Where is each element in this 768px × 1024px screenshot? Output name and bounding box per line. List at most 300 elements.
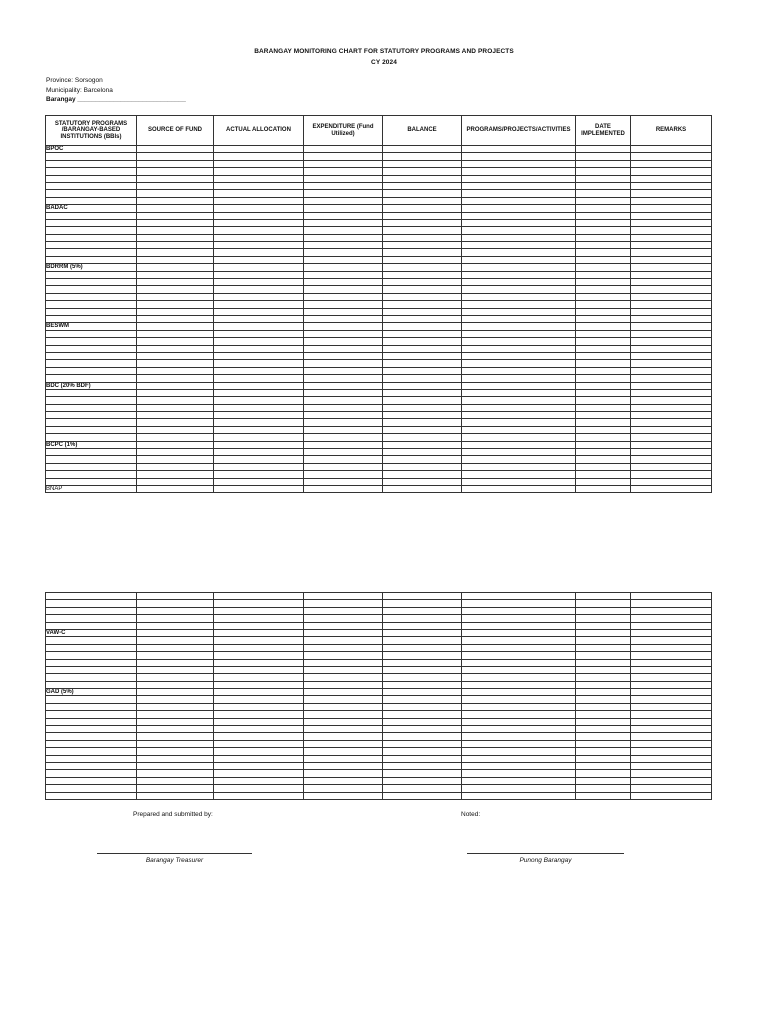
table-cell [214,146,304,153]
prepared-by-label: Prepared and submitted by: [133,811,213,818]
table-cell [304,242,383,249]
table-cell [383,426,462,433]
table-cell [631,375,712,382]
table-cell [383,711,462,718]
table-cell [304,471,383,478]
table-cell [137,153,214,160]
table-cell [462,622,576,629]
barangay-label: Barangay ______________________________ [46,96,186,103]
table-cell [576,168,631,175]
table-row [46,703,712,710]
table-cell [214,629,304,636]
table-row [46,404,712,411]
table-cell [137,345,214,352]
table-cell [137,227,214,234]
table-cell [631,740,712,747]
table-cell [576,404,631,411]
table-row [46,755,712,762]
table-cell [304,622,383,629]
table-cell [46,345,137,352]
table-cell [462,674,576,681]
table-cell [304,607,383,614]
table-cell [462,182,576,189]
table-cell [304,256,383,263]
table-cell [214,264,304,271]
table-cell [137,234,214,241]
table-cell [631,748,712,755]
table-cell [137,205,214,212]
table-cell [137,264,214,271]
table-row [46,681,712,688]
table-cell [462,726,576,733]
table-cell [137,777,214,784]
table-cell [383,227,462,234]
table-cell [462,286,576,293]
table-cell [383,666,462,673]
table-row [46,293,712,300]
table-cell [576,593,631,600]
table-cell [304,726,383,733]
table-cell [214,404,304,411]
table-row [46,227,712,234]
table-cell [631,463,712,470]
table-row [46,412,712,419]
table-cell [304,146,383,153]
table-cell [304,205,383,212]
table-cell [383,146,462,153]
table-cell [137,279,214,286]
table-cell [214,205,304,212]
table-cell [576,607,631,614]
table-cell [383,456,462,463]
table-cell [137,629,214,636]
table-cell [137,748,214,755]
table-cell [214,249,304,256]
table-row [46,190,712,197]
table-cell [46,219,137,226]
table-cell [214,644,304,651]
table-cell [383,726,462,733]
table-cell [462,205,576,212]
table-header-row [46,116,712,146]
table-cell [383,441,462,448]
table-cell [383,242,462,249]
table-cell [137,182,214,189]
treasurer-signature-line [97,853,252,854]
table-cell [576,264,631,271]
table-cell [383,652,462,659]
table-cell [214,293,304,300]
table-cell [46,279,137,286]
table-cell [576,308,631,315]
table-cell [631,412,712,419]
table-cell [631,659,712,666]
table-cell [631,168,712,175]
column-header-date-implemented: DATE IMPLEMENTED [576,116,631,146]
table-row [46,168,712,175]
table-row [46,382,712,389]
table-row [46,485,712,492]
table-cell [576,279,631,286]
table-cell [304,286,383,293]
table-cell [383,308,462,315]
table-cell [46,404,137,411]
table-cell [383,190,462,197]
table-cell [576,456,631,463]
table-cell [383,593,462,600]
table-cell [304,762,383,769]
table-row [46,456,712,463]
table-cell [576,674,631,681]
table-cell [46,212,137,219]
table-row [46,644,712,651]
table-cell [137,190,214,197]
table-cell [304,345,383,352]
table-cell [462,607,576,614]
table-row [46,323,712,330]
table-cell [383,659,462,666]
table-cell [214,212,304,219]
treasurer-role-label: Barangay Treasurer [145,857,204,864]
table-cell [137,652,214,659]
table-cell [137,449,214,456]
table-cell [631,315,712,322]
table-cell [46,190,137,197]
table-cell [631,607,712,614]
table-cell [631,345,712,352]
table-cell [631,301,712,308]
table-cell [576,160,631,167]
table-cell [137,622,214,629]
table-cell [137,382,214,389]
table-row [46,249,712,256]
table-cell [576,726,631,733]
table-cell [46,197,137,204]
table-cell [383,182,462,189]
table-row [46,153,712,160]
table-row [46,777,712,784]
table-cell [46,703,137,710]
table-cell [631,593,712,600]
table-cell [383,219,462,226]
table-cell [576,718,631,725]
table-cell [304,666,383,673]
table-cell [46,478,137,485]
table-cell [462,190,576,197]
table-cell [304,696,383,703]
table-cell [576,485,631,492]
table-row [46,345,712,352]
table-cell [214,389,304,396]
table-cell [304,681,383,688]
table-cell [631,711,712,718]
table-cell [304,792,383,799]
table-cell [137,463,214,470]
table-cell [214,219,304,226]
table-cell [383,352,462,359]
table-cell [46,338,137,345]
table-cell [631,666,712,673]
table-cell [462,696,576,703]
table-cell [46,389,137,396]
table-cell [46,271,137,278]
table-cell [214,593,304,600]
table-cell [462,740,576,747]
table-cell [304,367,383,374]
table-cell [462,168,576,175]
table-cell [214,652,304,659]
table-cell [137,659,214,666]
table-cell [631,271,712,278]
table-cell [631,426,712,433]
table-cell [631,770,712,777]
table-cell [462,160,576,167]
table-cell [46,637,137,644]
table-cell [631,762,712,769]
table-cell [137,674,214,681]
table-cell [631,689,712,696]
table-cell [383,770,462,777]
table-cell [576,323,631,330]
table-cell [462,777,576,784]
table-cell [214,755,304,762]
table-cell [137,412,214,419]
table-cell [214,659,304,666]
table-cell [46,696,137,703]
table-cell [576,644,631,651]
table-cell [383,792,462,799]
table-cell [462,485,576,492]
table-cell [137,762,214,769]
table-cell [46,419,137,426]
table-cell [46,360,137,367]
table-cell [46,308,137,315]
table-cell [137,426,214,433]
table-cell [576,352,631,359]
table-cell [137,733,214,740]
table-cell [383,404,462,411]
table-cell [462,404,576,411]
table-row [46,652,712,659]
table-cell [383,629,462,636]
table-cell [46,733,137,740]
table-cell [214,412,304,419]
table-cell [46,622,137,629]
table-cell [137,666,214,673]
table-cell [137,471,214,478]
table-cell [462,762,576,769]
table-cell [304,271,383,278]
table-cell [462,600,576,607]
table-cell [137,375,214,382]
table-cell [383,689,462,696]
table-cell [214,160,304,167]
column-header-source-of-fund: SOURCE OF FUND [137,116,214,146]
table-cell [46,286,137,293]
table-cell [631,308,712,315]
table-cell [631,382,712,389]
table-cell [383,330,462,337]
table-cell [214,168,304,175]
table-cell [383,622,462,629]
table-cell [462,755,576,762]
table-cell [631,397,712,404]
table-cell [46,434,137,441]
table-cell [46,456,137,463]
table-cell [383,286,462,293]
table-cell [137,441,214,448]
table-cell [383,485,462,492]
table-cell [576,762,631,769]
table-cell [214,375,304,382]
table-cell [137,740,214,747]
table-cell [214,696,304,703]
table-cell [631,286,712,293]
table-cell [137,315,214,322]
table-cell [631,733,712,740]
table-cell [576,227,631,234]
table-cell [46,301,137,308]
table-cell [383,338,462,345]
table-cell [214,330,304,337]
table-cell [631,153,712,160]
table-cell [137,397,214,404]
table-cell [576,755,631,762]
table-cell [46,168,137,175]
table-cell [631,227,712,234]
table-cell [631,249,712,256]
table-cell [304,293,383,300]
table-cell [304,315,383,322]
column-header-balance: BALANCE [383,116,462,146]
table-cell [631,726,712,733]
table-cell [214,733,304,740]
table-cell [304,785,383,792]
table-cell [46,644,137,651]
table-cell [462,748,576,755]
table-cell [214,718,304,725]
table-cell [631,367,712,374]
table-cell [576,629,631,636]
table-cell [631,219,712,226]
table-cell [462,227,576,234]
table-cell [46,367,137,374]
table-cell [631,212,712,219]
table-cell [304,412,383,419]
table-cell [304,175,383,182]
table-cell [304,249,383,256]
table-row [46,242,712,249]
table-cell [462,426,576,433]
table-cell [462,375,576,382]
table-cell [576,419,631,426]
table-row [46,315,712,322]
table-row [46,733,712,740]
section-label: BDC (20% BDF) [46,382,137,389]
table-cell [304,219,383,226]
table-row [46,622,712,629]
table-cell [46,770,137,777]
table-cell [576,375,631,382]
table-cell [631,323,712,330]
table-cell [46,375,137,382]
table-cell [214,234,304,241]
table-cell [576,234,631,241]
table-cell [304,740,383,747]
table-cell [383,389,462,396]
table-cell [304,375,383,382]
table-cell [383,323,462,330]
table-row [46,674,712,681]
section-label: VAW-C [46,629,137,636]
table-cell [214,792,304,799]
noted-label: Noted: [461,811,481,818]
table-cell [462,733,576,740]
table-cell [214,175,304,182]
table-cell [576,271,631,278]
section-label: BNAP [46,485,137,492]
table-cell [137,389,214,396]
table-cell [576,345,631,352]
table-cell [631,182,712,189]
table-cell [576,175,631,182]
table-row [46,389,712,396]
table-cell [576,330,631,337]
table-row [46,160,712,167]
table-cell [576,338,631,345]
table-cell [214,315,304,322]
table-cell [304,397,383,404]
table-cell [576,666,631,673]
table-cell [137,323,214,330]
table-cell [462,434,576,441]
table-cell [383,212,462,219]
table-cell [214,785,304,792]
table-cell [137,689,214,696]
table-row [46,785,712,792]
table-cell [576,478,631,485]
table-cell [46,463,137,470]
table-cell [383,718,462,725]
table-cell [304,629,383,636]
table-row [46,740,712,747]
table-cell [462,637,576,644]
table-row [46,449,712,456]
table-cell [46,234,137,241]
table-cell [631,718,712,725]
table-cell [137,256,214,263]
table-cell [462,367,576,374]
table-cell [214,637,304,644]
table-cell [631,242,712,249]
table-cell [214,323,304,330]
table-cell [383,471,462,478]
table-cell [214,674,304,681]
table-cell [46,777,137,784]
section-label: BESWM [46,323,137,330]
table-cell [137,197,214,204]
table-cell [214,726,304,733]
table-cell [46,607,137,614]
table-cell [462,345,576,352]
table-cell [304,689,383,696]
table-cell [462,242,576,249]
table-cell [383,615,462,622]
table-row [46,264,712,271]
table-cell [137,615,214,622]
table-cell [631,681,712,688]
table-cell [137,593,214,600]
